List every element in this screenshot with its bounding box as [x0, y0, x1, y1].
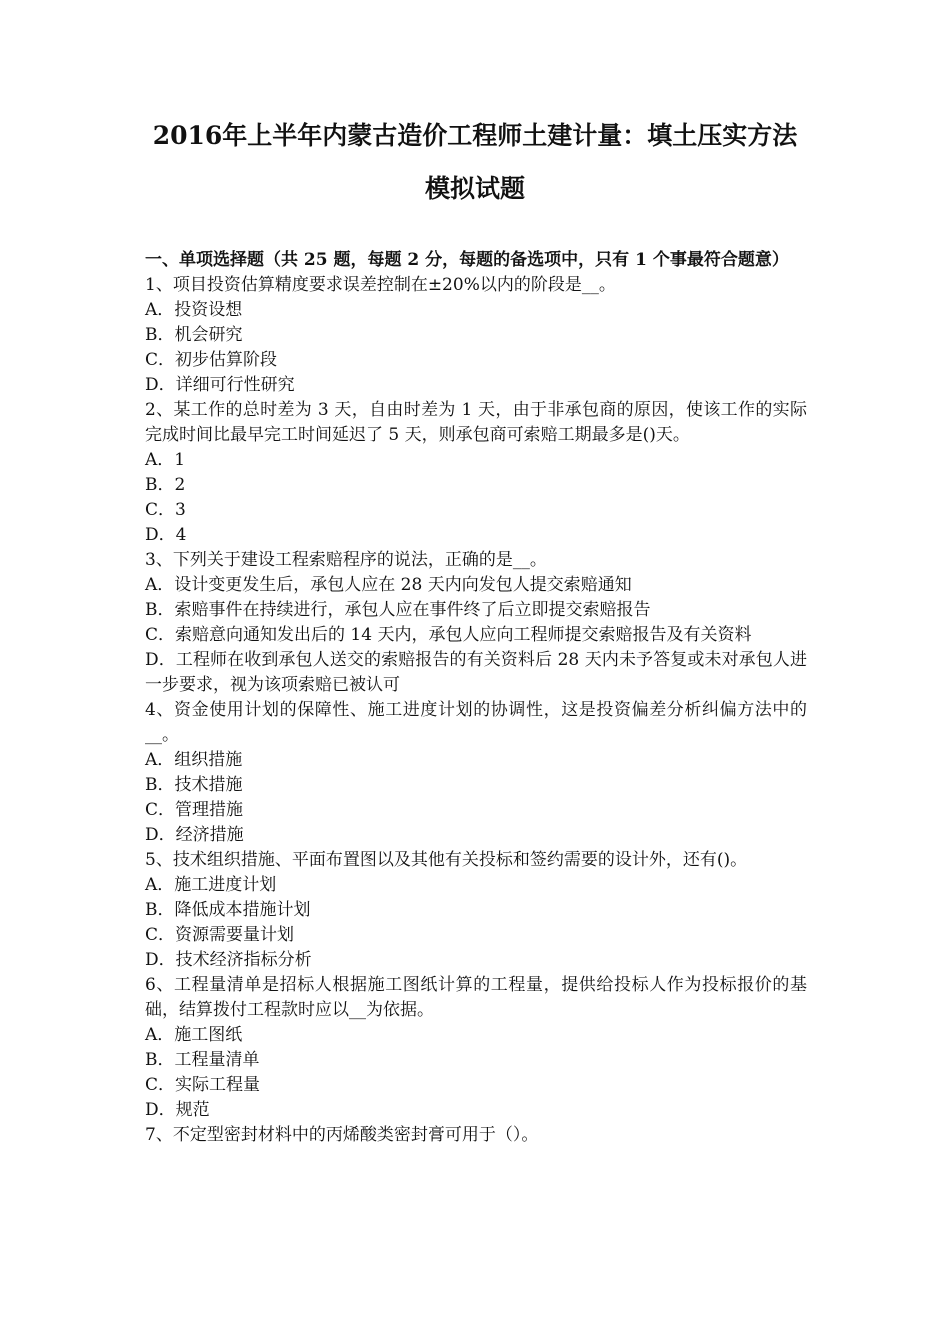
- option-b: B．2: [145, 475, 186, 495]
- question-4: [145, 698, 807, 848]
- option-c: C．资源需要量计划: [145, 925, 295, 945]
- option-b: B．降低成本措施计划: [145, 900, 311, 920]
- question-stem: 3、下列关于建设工程索赔程序的说法，正确的是__。: [145, 550, 547, 570]
- option-a: A．施工图纸: [145, 1025, 243, 1045]
- option-b: B．索赔事件在持续进行，承包人应在事件终了后立即提交索赔报告: [145, 600, 651, 620]
- option-d: D．工程师在收到承包人送交的索赔报告的有关资料后 28 天内未予答复或未对承包人进一步要求，视为该项索赔已被认可: [145, 650, 807, 695]
- question-stem: 2、某工作的总时差为 3 天，自由时差为 1 天，由于非承包商的原因，使该工作的实际完成时间比最早完工时间延迟了 5 天，则承包商可索赔工期最多是()天。: [145, 400, 807, 445]
- question-stem: 6、工程量清单是招标人根据施工图纸计算的工程量，提供给投标人作为投标报价的基础，结算拨付工程款时应以__为依据。: [145, 975, 807, 1020]
- question-3: [145, 548, 807, 698]
- option-b: B．工程量清单: [145, 1050, 260, 1070]
- option-c: C．索赔意向通知发出后的 14 天内，承包人应向工程师提交索赔报告及有关资料: [145, 625, 752, 645]
- document-body: [145, 248, 807, 1148]
- option-d: D．4: [145, 525, 187, 545]
- option-a: A．施工进度计划: [145, 875, 277, 895]
- question-6: [145, 973, 807, 1123]
- question-2: [145, 398, 807, 548]
- document-title-line-1: 2016年上半年内蒙古造价工程师土建计量：填土压实方法: [152, 121, 798, 150]
- question-stem: 4、资金使用计划的保障性、施工进度计划的协调性，这是投资偏差分析纠偏方法中的__。: [145, 700, 807, 745]
- option-a: A．设计变更发生后，承包人应在 28 天内向发包人提交索赔通知: [145, 575, 632, 595]
- option-c: C．3: [145, 500, 186, 520]
- question-7: [145, 1123, 807, 1148]
- section-heading: 一、单项选择题（共 25 题，每题 2 分，每题的备选项中，只有 1 个事最符合题意）: [145, 250, 789, 270]
- option-d: D．经济措施: [145, 825, 244, 845]
- question-5: [145, 848, 807, 973]
- option-c: C．管理措施: [145, 800, 244, 820]
- question-stem: 7、不定型密封材料中的丙烯酸类密封膏可用于（）。: [145, 1125, 539, 1145]
- question-stem: 1、项目投资估算精度要求误差控制在±20%以内的阶段是__。: [145, 275, 616, 295]
- question-1: [145, 273, 807, 398]
- option-b: B．机会研究: [145, 325, 243, 345]
- option-a: A．1: [145, 450, 186, 470]
- option-d: D．技术经济指标分析: [145, 950, 312, 970]
- option-d: D．规范: [145, 1100, 210, 1120]
- option-a: A．组织措施: [145, 750, 243, 770]
- option-a: A．投资设想: [145, 300, 243, 320]
- option-d: D．详细可行性研究: [145, 375, 295, 395]
- option-c: C．实际工程量: [145, 1075, 261, 1095]
- option-c: C．初步估算阶段: [145, 350, 278, 370]
- question-stem: 5、技术组织措施、平面布置图以及其他有关投标和签约需要的设计外，还有()。: [145, 850, 748, 870]
- option-b: B．技术措施: [145, 775, 243, 795]
- document-title-line-2: 模拟试题: [424, 174, 525, 203]
